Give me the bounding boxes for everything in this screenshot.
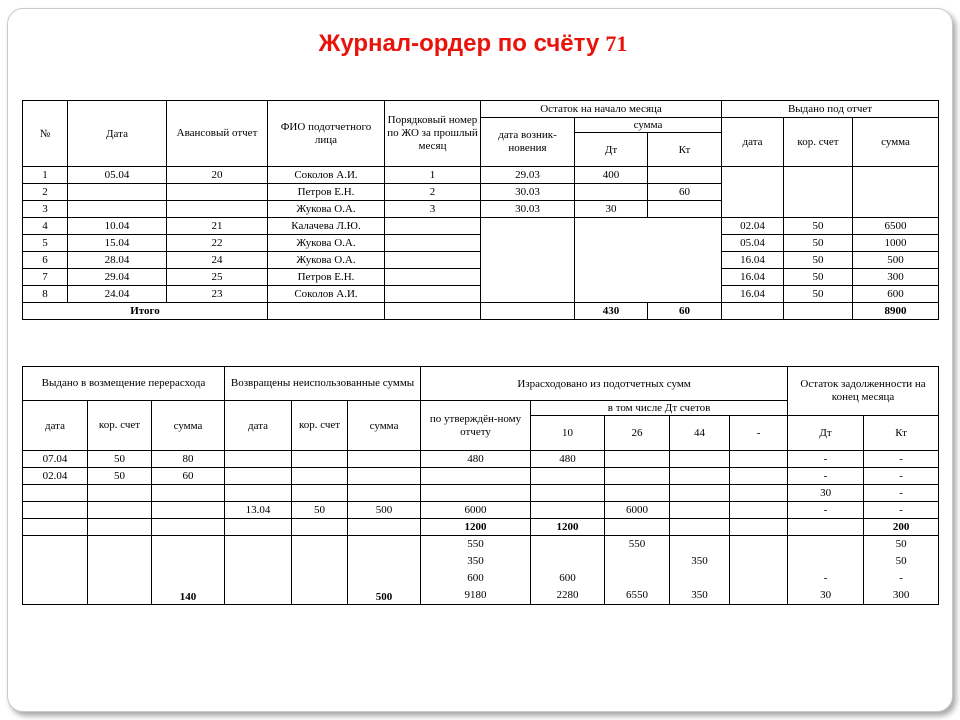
cell-fio: Калачева Л.Ю. bbox=[268, 218, 385, 235]
stack-value bbox=[789, 536, 862, 553]
header-issued-date: дата bbox=[722, 118, 784, 167]
cell-issued-sum: 6500 bbox=[853, 218, 939, 235]
stack-value bbox=[532, 536, 603, 553]
cell-corr: 50 bbox=[784, 235, 853, 252]
cell-returned-date bbox=[225, 485, 292, 502]
header-advance-report: Авансовый отчет bbox=[167, 101, 268, 167]
cell-sum: 60 bbox=[152, 468, 225, 485]
cell-date bbox=[23, 502, 88, 519]
header-returned-sum: сумма bbox=[348, 401, 421, 451]
cell-order bbox=[385, 235, 481, 252]
cell-order bbox=[385, 269, 481, 286]
cell-date: 15.04 bbox=[68, 235, 167, 252]
header-corr-account: кор. счет bbox=[88, 401, 152, 451]
cell-balance-date: 30.03 bbox=[481, 184, 575, 201]
cell-corr: 50 bbox=[784, 269, 853, 286]
cell-approved: 6000 bbox=[421, 502, 531, 519]
cell-date: 02.04 bbox=[23, 468, 88, 485]
cell-acc-dash bbox=[730, 519, 788, 536]
cell-returned-date bbox=[225, 468, 292, 485]
stack-value: 600 bbox=[467, 572, 484, 584]
stack-value: - bbox=[823, 572, 828, 584]
cell-date: 10.04 bbox=[68, 218, 167, 235]
cell-rem-kt: 200 bbox=[864, 519, 939, 536]
cell-issued-sum: 500 bbox=[853, 252, 939, 269]
cell-balance-sum bbox=[575, 218, 722, 303]
cell-date: 05.04 bbox=[68, 167, 167, 184]
header-dt: Дт bbox=[575, 133, 648, 167]
cell-acc-10: 480 bbox=[531, 451, 605, 468]
cell-sum-total: 140 bbox=[152, 536, 225, 605]
journal-table-top bbox=[22, 100, 939, 320]
cell-date bbox=[23, 519, 88, 536]
cell-no: 2 bbox=[23, 184, 68, 201]
cell-acc-10 bbox=[531, 485, 605, 502]
cell-advance bbox=[167, 201, 268, 218]
cell-date: 24.04 bbox=[68, 286, 167, 303]
cell-acc-44 bbox=[670, 451, 730, 468]
cell-fio: Петров Е.Н. bbox=[268, 269, 385, 286]
total-empty bbox=[784, 303, 853, 320]
cell-issued-sum: 300 bbox=[853, 269, 939, 286]
cell-date bbox=[23, 485, 88, 502]
cell-returned-sum bbox=[348, 519, 421, 536]
cell-rem-dt: 30 bbox=[788, 485, 864, 502]
cell-issued-date: 16.04 bbox=[722, 252, 784, 269]
table-row bbox=[23, 468, 939, 485]
cell-corr: 50 bbox=[88, 468, 152, 485]
cell-date bbox=[68, 201, 167, 218]
cell-corr: 50 bbox=[784, 252, 853, 269]
header-returned-corr: кор. счет bbox=[292, 401, 348, 451]
cell-corr bbox=[88, 485, 152, 502]
cell-acc-dash bbox=[730, 451, 788, 468]
cell-acc-dash bbox=[730, 502, 788, 519]
header-issued-overspend: Выдано в возмещение перерасхода bbox=[23, 367, 225, 401]
cell-no: 5 bbox=[23, 235, 68, 252]
cell-returned-date bbox=[225, 536, 292, 605]
cell-sum bbox=[152, 502, 225, 519]
header-date: дата bbox=[23, 401, 88, 451]
cell-issued-date: 02.04 bbox=[722, 218, 784, 235]
header-corr-account: кор. счет bbox=[784, 118, 853, 167]
cell-acc-26 bbox=[605, 485, 670, 502]
cell-no: 6 bbox=[23, 252, 68, 269]
cell-returned-corr: 50 bbox=[292, 502, 348, 519]
cell-advance bbox=[167, 184, 268, 201]
cell-corr: 50 bbox=[784, 218, 853, 235]
header-acc-26: 26 bbox=[605, 416, 670, 451]
cell-no: 1 bbox=[23, 167, 68, 184]
cell-rem-kt: - bbox=[864, 451, 939, 468]
stack-value: 350 bbox=[467, 555, 484, 567]
cell-approved bbox=[421, 468, 531, 485]
stack-value: 550 bbox=[467, 538, 484, 550]
header-spent: Израсходовано из подотчетных сумм bbox=[421, 367, 788, 401]
cell-issued-sum: 600 bbox=[853, 286, 939, 303]
journal-table-bottom bbox=[22, 366, 939, 605]
total-label: Итого bbox=[23, 303, 268, 320]
cell-sum bbox=[152, 485, 225, 502]
total-empty bbox=[268, 303, 385, 320]
header-issued: Выдано под отчет bbox=[722, 101, 939, 118]
cell-kt: 60 bbox=[648, 184, 722, 201]
cell-acc-44 bbox=[670, 519, 730, 536]
stack-value: 50 bbox=[895, 555, 907, 567]
cell-rem-dt-stack bbox=[788, 536, 864, 605]
cell-rem-dt: - bbox=[788, 468, 864, 485]
page-title bbox=[0, 30, 946, 58]
header-acc-10: 10 bbox=[531, 416, 605, 451]
cell-date: 29.04 bbox=[68, 269, 167, 286]
header-issued-sum: сумма bbox=[853, 118, 939, 167]
cell-order: 3 bbox=[385, 201, 481, 218]
cell-fio: Жукова О.А. bbox=[268, 235, 385, 252]
cell-no: 8 bbox=[23, 286, 68, 303]
cell-advance: 22 bbox=[167, 235, 268, 252]
header-acc-44: 44 bbox=[670, 416, 730, 451]
cell-order bbox=[385, 218, 481, 235]
cell-acc-44 bbox=[670, 468, 730, 485]
cell-rem-dt: - bbox=[788, 502, 864, 519]
cell-rem-kt: - bbox=[864, 485, 939, 502]
title-text: Журнал-ордер по счёту bbox=[318, 30, 600, 57]
table-row bbox=[23, 519, 939, 536]
header-no: № bbox=[23, 101, 68, 167]
cell-approved-stack bbox=[421, 536, 531, 605]
stack-value: 350 bbox=[691, 555, 708, 567]
stack-value bbox=[671, 570, 728, 587]
cell-date: 07.04 bbox=[23, 451, 88, 468]
header-sum: сумма bbox=[575, 118, 722, 133]
cell-returned-corr bbox=[292, 451, 348, 468]
cell-fio: Петров Е.Н. bbox=[268, 184, 385, 201]
cell-order: 1 bbox=[385, 167, 481, 184]
cell-date bbox=[23, 536, 88, 605]
cell-acc-26 bbox=[605, 451, 670, 468]
header-rem-dt: Дт bbox=[788, 416, 864, 451]
cell-acc-44 bbox=[670, 485, 730, 502]
cell-returned-corr bbox=[292, 485, 348, 502]
table-row bbox=[23, 218, 939, 235]
header-rem-kt: Кт bbox=[864, 416, 939, 451]
cell-rem-kt: - bbox=[864, 502, 939, 519]
cell-advance: 24 bbox=[167, 252, 268, 269]
cell-fio: Соколов А.И. bbox=[268, 167, 385, 184]
cell-balance-date bbox=[481, 218, 575, 303]
header-date-origin: дата возник-новения bbox=[481, 118, 575, 167]
cell-dt bbox=[575, 184, 648, 201]
header-date: Дата bbox=[68, 101, 167, 167]
stack-value: 50 bbox=[895, 538, 907, 550]
cell-issued-date: 05.04 bbox=[722, 235, 784, 252]
cell-returned-sum bbox=[348, 485, 421, 502]
cell-acc-10-stack bbox=[531, 536, 605, 605]
header-sum: сумма bbox=[152, 401, 225, 451]
cell-approved: 480 bbox=[421, 451, 531, 468]
cell-acc-10: 1200 bbox=[531, 519, 605, 536]
cell-corr bbox=[784, 167, 853, 218]
cell-returned-sum: 500 bbox=[348, 502, 421, 519]
header-approved: по утверждён-ному отчету bbox=[421, 401, 531, 451]
stack-value: 600 bbox=[559, 572, 576, 584]
cell-approved: 1200 bbox=[421, 519, 531, 536]
header-incl-dt: в том числе Дт счетов bbox=[531, 401, 788, 416]
total-empty bbox=[385, 303, 481, 320]
summary-row bbox=[23, 536, 939, 605]
cell-returned-date: 13.04 bbox=[225, 502, 292, 519]
cell-dt: 30 bbox=[575, 201, 648, 218]
stack-total: 30 bbox=[820, 589, 832, 601]
cell-corr: 50 bbox=[88, 451, 152, 468]
total-empty bbox=[481, 303, 575, 320]
table-row bbox=[23, 502, 939, 519]
cell-returned-date bbox=[225, 451, 292, 468]
cell-corr bbox=[88, 519, 152, 536]
cell-order bbox=[385, 252, 481, 269]
header-fio: ФИО подотчетного лица bbox=[268, 101, 385, 167]
cell-dt: 400 bbox=[575, 167, 648, 184]
cell-acc-44-stack bbox=[670, 536, 730, 605]
cell-returned-date bbox=[225, 519, 292, 536]
cell-balance-date: 29.03 bbox=[481, 167, 575, 184]
cell-sum bbox=[152, 519, 225, 536]
cell-fio: Жукова О.А. bbox=[268, 252, 385, 269]
cell-issued-date bbox=[722, 167, 784, 218]
cell-order: 2 bbox=[385, 184, 481, 201]
cell-sum: 80 bbox=[152, 451, 225, 468]
stack-total: 2280 bbox=[556, 589, 579, 601]
cell-acc-10 bbox=[531, 502, 605, 519]
cell-rem-kt: - bbox=[864, 468, 939, 485]
cell-no: 4 bbox=[23, 218, 68, 235]
cell-advance: 23 bbox=[167, 286, 268, 303]
cell-acc-26 bbox=[605, 519, 670, 536]
cell-returned-corr bbox=[292, 468, 348, 485]
stack-value bbox=[789, 553, 862, 570]
cell-kt bbox=[648, 201, 722, 218]
header-balance-start: Остаток на начало месяца bbox=[481, 101, 722, 118]
cell-fio: Жукова О.А. bbox=[268, 201, 385, 218]
stack-total: 9180 bbox=[464, 589, 487, 601]
cell-acc-26-stack bbox=[605, 536, 670, 605]
cell-corr: 50 bbox=[784, 286, 853, 303]
cell-returned-corr bbox=[292, 536, 348, 605]
cell-corr bbox=[88, 536, 152, 605]
cell-advance: 25 bbox=[167, 269, 268, 286]
header-kt: Кт bbox=[648, 133, 722, 167]
cell-returned-corr bbox=[292, 519, 348, 536]
cell-advance: 21 bbox=[167, 218, 268, 235]
cell-issued-sum bbox=[853, 167, 939, 218]
cell-issued-date: 16.04 bbox=[722, 269, 784, 286]
stack-total: 6550 bbox=[626, 589, 649, 601]
header-returned: Возвращены неиспользованные суммы bbox=[225, 367, 421, 401]
cell-date bbox=[68, 184, 167, 201]
cell-kt bbox=[648, 167, 722, 184]
cell-issued-sum: 1000 bbox=[853, 235, 939, 252]
cell-rem-kt-stack bbox=[864, 536, 939, 605]
stack-value bbox=[532, 553, 603, 570]
cell-acc-10 bbox=[531, 468, 605, 485]
cell-returned-sum bbox=[348, 451, 421, 468]
stack-total: 350 bbox=[691, 589, 708, 601]
cell-acc-26 bbox=[605, 468, 670, 485]
total-kt: 60 bbox=[648, 303, 722, 320]
header-remainder: Остаток задолженности на конец месяца bbox=[788, 367, 939, 416]
cell-returned-sum-total: 500 bbox=[348, 536, 421, 605]
stack-value: - bbox=[899, 572, 903, 584]
cell-acc-dash bbox=[730, 468, 788, 485]
stack-value bbox=[671, 536, 728, 553]
cell-returned-sum bbox=[348, 468, 421, 485]
cell-acc-26: 6000 bbox=[605, 502, 670, 519]
header-acc-dash: - bbox=[730, 416, 788, 451]
cell-corr bbox=[88, 502, 152, 519]
total-issued-sum: 8900 bbox=[853, 303, 939, 320]
cell-acc-dash bbox=[730, 485, 788, 502]
cell-order bbox=[385, 286, 481, 303]
cell-no: 3 bbox=[23, 201, 68, 218]
cell-date: 28.04 bbox=[68, 252, 167, 269]
cell-acc-44 bbox=[670, 502, 730, 519]
total-empty bbox=[722, 303, 784, 320]
cell-acc-dash bbox=[730, 536, 788, 605]
title-number: 71 bbox=[605, 31, 628, 56]
header-order-no: Порядковый номер по ЖО за прошлый месяц bbox=[385, 101, 481, 167]
stack-value bbox=[606, 570, 668, 587]
table-row bbox=[23, 451, 939, 468]
table-row bbox=[23, 485, 939, 502]
cell-balance-date: 30.03 bbox=[481, 201, 575, 218]
total-dt: 430 bbox=[575, 303, 648, 320]
cell-advance: 20 bbox=[167, 167, 268, 184]
stack-value bbox=[606, 553, 668, 570]
cell-rem-dt: - bbox=[788, 451, 864, 468]
cell-no: 7 bbox=[23, 269, 68, 286]
cell-issued-date: 16.04 bbox=[722, 286, 784, 303]
table-row bbox=[23, 167, 939, 184]
cell-rem-dt bbox=[788, 519, 864, 536]
stack-value: 550 bbox=[628, 538, 646, 550]
stack-total: 300 bbox=[892, 589, 910, 601]
total-row bbox=[23, 303, 939, 320]
header-returned-date: дата bbox=[225, 401, 292, 451]
cell-approved bbox=[421, 485, 531, 502]
cell-fio: Соколов А.И. bbox=[268, 286, 385, 303]
